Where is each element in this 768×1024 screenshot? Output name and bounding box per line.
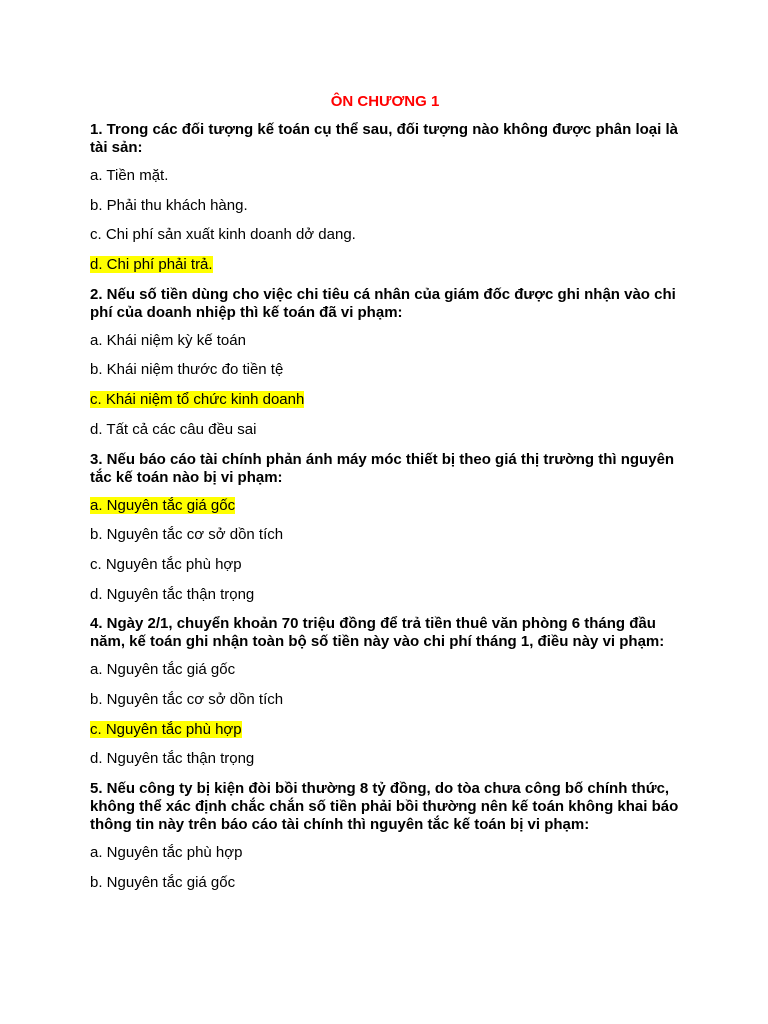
option-c-correct (90, 391, 690, 409)
option-text: a. Nguyên tắc giá gốc (90, 661, 236, 679)
question-text: 4. Ngày 2/1, chuyển khoản 70 triệu đồng để trả tiền thuê văn phòng 6 tháng đầu năm, kế toán ghi nhận toàn bộ số tiền này vào chi phí tháng 1, điều này vi phạm: (90, 615, 665, 651)
option-b (90, 526, 690, 544)
option-d-correct (90, 256, 690, 274)
option-text: b. Phải thu khách hàng. (90, 196, 248, 214)
option-d (90, 750, 690, 768)
option-c (90, 226, 690, 244)
option-b (90, 361, 690, 379)
option-text: b. Nguyên tắc giá gốc (90, 873, 236, 891)
question-2 (90, 286, 690, 439)
option-c-correct (90, 721, 690, 739)
question-text: 1. Trong các đối tượng kế toán cụ thể sau, đối tượng nào không được phân loại là tài sản: (90, 121, 678, 156)
question-5 (90, 780, 690, 892)
question-1 (90, 121, 690, 274)
option-text-highlighted: c. Nguyên tắc phù hợp (90, 720, 242, 738)
option-b (90, 874, 690, 892)
option-b (90, 197, 690, 215)
question-text: 2. Nếu số tiền dùng cho việc chi tiêu cá nhân của giám đốc được ghi nhận vào chi phí của doanh nhiệp thì kế toán đã vi phạm: (90, 285, 676, 321)
question-text: 3. Nếu báo cáo tài chính phản ánh máy móc thiết bị theo giá thị trường thì nguyên tắc kế toán nào bị vi phạm: (90, 450, 675, 486)
document-title: ÔN CHƯƠNG 1 (330, 93, 440, 110)
option-a (90, 167, 690, 185)
option-text: b. Nguyên tắc cơ sở dồn tích (90, 526, 284, 544)
option-a-correct (90, 497, 690, 515)
option-a (90, 844, 690, 862)
option-text: a. Khái niệm kỳ kế toán (90, 331, 246, 349)
option-a (90, 661, 690, 679)
option-text: b. Khái niệm thước đo tiền tệ (90, 361, 284, 379)
option-text: b. Nguyên tắc cơ sở dồn tích (90, 690, 284, 708)
option-text-highlighted: a. Nguyên tắc giá gốc (90, 496, 236, 514)
option-text: c. Nguyên tắc phù hợp (90, 555, 242, 573)
option-text-highlighted: c. Khái niệm tổ chức kinh doanh (90, 391, 305, 409)
option-b (90, 691, 690, 709)
option-d (90, 586, 690, 604)
option-d (90, 421, 690, 439)
option-a (90, 332, 690, 350)
option-text: d. Nguyên tắc thận trọng (90, 585, 255, 603)
question-3 (90, 451, 690, 604)
option-text: d. Nguyên tắc thận trọng (90, 750, 255, 768)
option-text: a. Nguyên tắc phù hợp (90, 844, 243, 861)
option-c (90, 556, 690, 574)
option-text: d. Tất cả các câu đều sai (90, 420, 257, 438)
option-text-highlighted: d. Chi phí phải trả. (90, 256, 213, 274)
question-4 (90, 615, 690, 768)
document-page (90, 92, 690, 903)
option-text: a. Tiền mặt. (90, 167, 169, 184)
option-text: c. Chi phí sản xuất kinh doanh dở dang. (90, 226, 356, 244)
question-text: 5. Nếu công ty bị kiện đòi bồi thường 8 tỷ đồng, do tòa chưa công bố chính thức, không thể xác định chắc chắn số tiền phải bồi thường nên kế toán không khai báo thông tin này trên báo cáo tài chính thì nguyên tắc kế toán bị vi phạm: (90, 780, 679, 833)
